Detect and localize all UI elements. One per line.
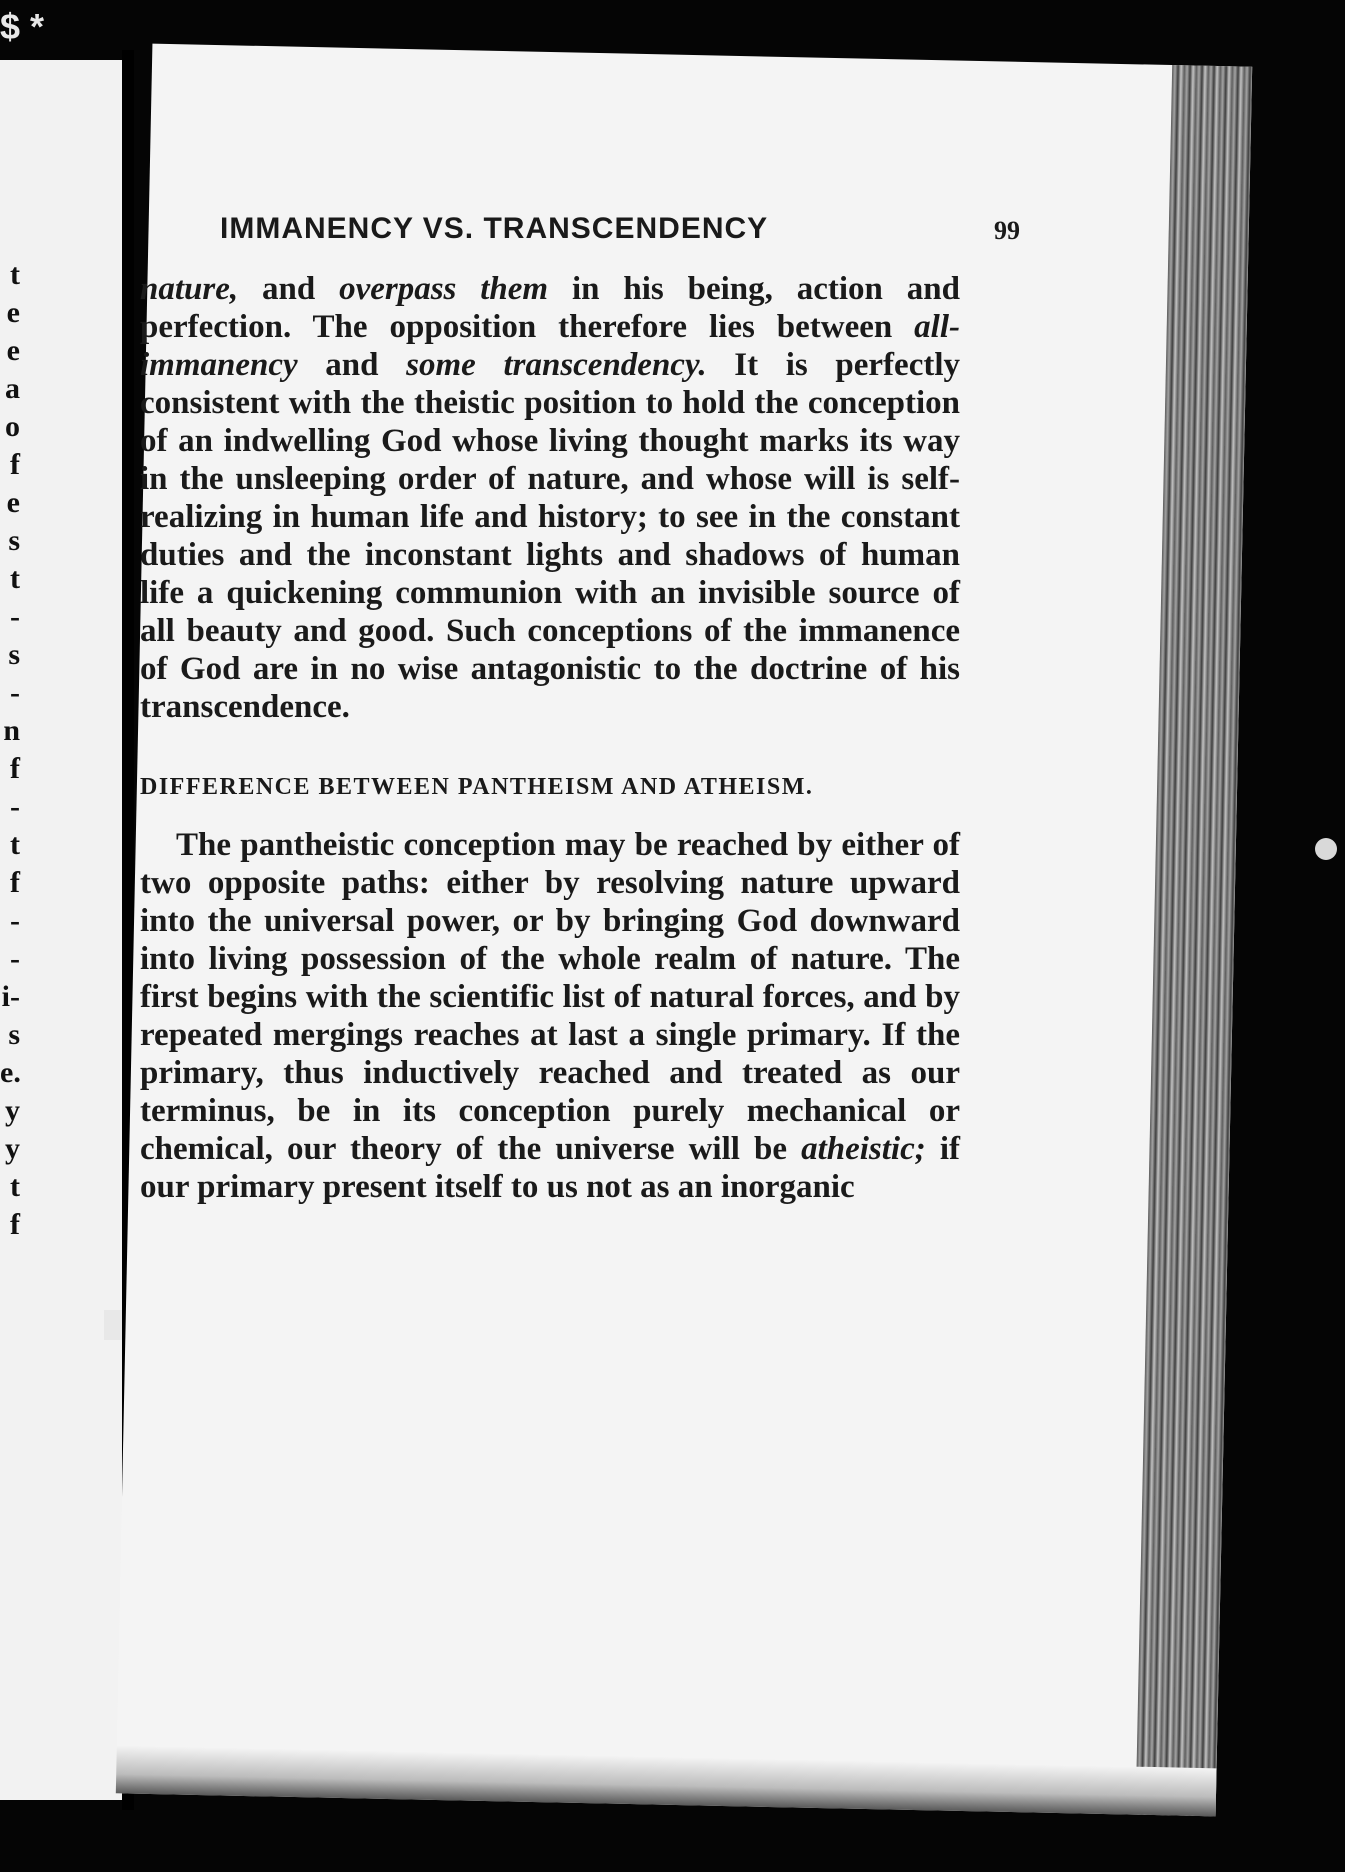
left-edge-char: t — [10, 1170, 20, 1203]
left-edge-char: - — [10, 904, 20, 937]
italic-phrase: nature, — [140, 271, 239, 307]
left-edge-char: - — [10, 942, 20, 975]
left-edge-char: s — [8, 1018, 20, 1051]
left-edge-char: e — [6, 486, 20, 519]
text-run: if our primary present itself to us not as an inorganic — [140, 1131, 960, 1205]
page-header — [220, 212, 1020, 272]
italic-phrase: some transcendency. — [406, 347, 707, 383]
text-run: in his being, action and perfection. The opposition therefore lies between — [140, 271, 960, 345]
italic-phrase: overpass them — [339, 271, 549, 307]
left-edge-char: e — [6, 334, 20, 367]
page-fore-edge — [1136, 65, 1253, 1816]
running-head: IMMANENCY VS. TRANSCENDENCY — [220, 212, 769, 245]
left-edge-char: y — [5, 1094, 20, 1127]
left-edge-char: f — [10, 1208, 20, 1241]
page-body — [140, 270, 960, 1206]
left-page-fragment — [0, 60, 122, 1800]
left-edge-char: f — [10, 448, 20, 481]
left-edge-char: f — [10, 752, 20, 785]
left-edge-char: f — [10, 866, 20, 899]
left-edge-char: - — [10, 790, 20, 823]
left-edge-char: - — [10, 600, 20, 633]
left-edge-char: a — [5, 372, 20, 405]
left-page-edge-text — [0, 60, 122, 1800]
left-edge-char: n — [3, 714, 20, 747]
page-number: 99 — [994, 216, 1020, 245]
left-edge-char: i- — [1, 980, 20, 1013]
corner-mark: $ * — [0, 6, 45, 47]
paragraph-2 — [140, 826, 960, 1206]
left-edge-char: s — [8, 524, 20, 557]
text-run: and — [297, 347, 407, 383]
italic-phrase: atheistic; — [801, 1131, 926, 1167]
left-edge-char: t — [10, 828, 20, 861]
left-edge-char: o — [5, 410, 20, 443]
left-edge-char: s — [8, 638, 20, 671]
ink-spot — [1315, 838, 1337, 860]
left-edge-char: e — [6, 296, 20, 329]
left-edge-char: t — [10, 562, 20, 595]
text-run: It is perfectly consistent with the theistic position to hold the conception of an indwelling God whose living thought marks its way in the unsleeping order of nature, and whose will is self-realizing in human life and history; to see in the constant duties and the inconstant lights and shadows of human life a quickening communion with an invisible source of all beauty and good. Such conceptions of the immanence of God are in no wise antagonistic to the doctrine of his transcendence. — [140, 347, 960, 725]
left-edge-char: y — [5, 1132, 20, 1165]
section-heading: DIFFERENCE BETWEEN PANTHEISM AND ATHEISM. — [140, 774, 814, 800]
page-tab-mark — [104, 1310, 122, 1340]
text-run: and — [238, 271, 340, 307]
left-edge-char: - — [10, 676, 20, 709]
page-bottom-shadow — [116, 1745, 1217, 1816]
italic-phrase: all-immanency — [140, 309, 960, 383]
paragraph-1 — [140, 270, 960, 726]
text-run: The pantheistic conception may be reached by either of two opposite paths: either by resolving nature upward into the universal power, or by bringing God downward into living possession of the whole realm of nature. The first begins with the scientific list of natural forces, and by repeated mergings reaches at last a single primary. If the primary, thus inductively reached and treated as our terminus, be in its conception purely mechanical or chemical, our theory of the universe will be — [140, 827, 960, 1167]
left-edge-char: t — [10, 258, 20, 291]
left-edge-char: e. — [0, 1056, 21, 1089]
